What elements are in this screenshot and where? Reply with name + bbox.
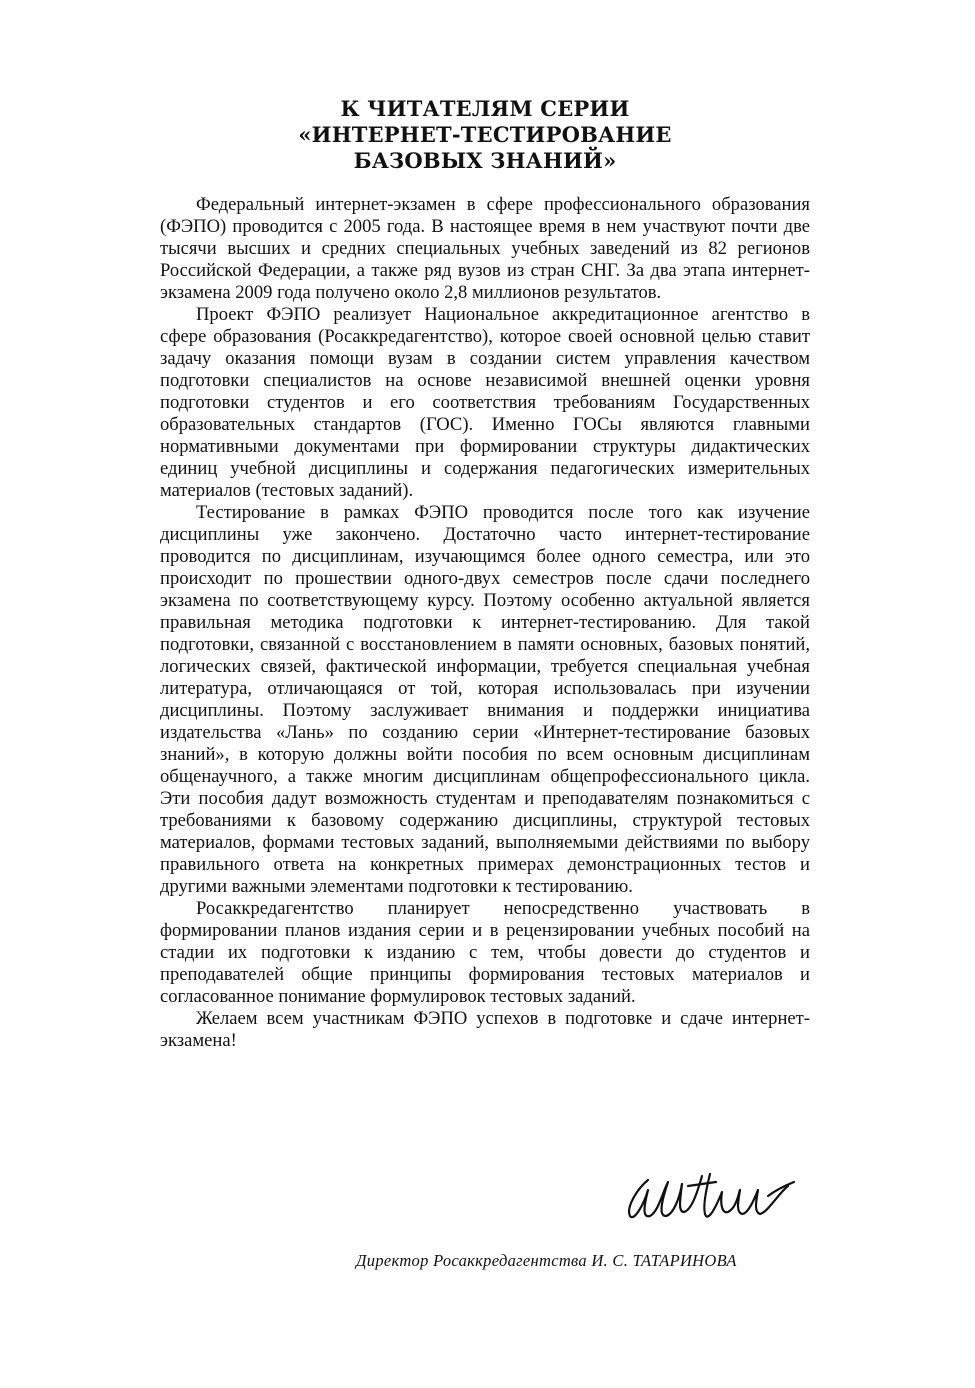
signer-line: Директор Росаккредагентства И. С. ТАТАРИНОВА <box>356 1251 737 1270</box>
page-title <box>160 96 810 174</box>
document-page <box>160 96 810 1052</box>
title-line-3: БАЗОВЫХ ЗНАНИЙ» <box>353 148 617 173</box>
title-line-2: «ИНТЕРНЕТ-ТЕСТИРОВАНИЕ <box>298 122 672 147</box>
paragraph-5: Желаем всем участникам ФЭПО успехов в подготовке и сдаче интернет-экзамена! <box>160 1008 810 1051</box>
paragraph-4: Росаккредагентство планирует непосредственно участвовать в формировании планов издания серии и в рецензировании учебных пособий на стадии их подготовки к изданию с тем, чтобы довести до студентов и преподавателей общие принципы формирования тестовых материалов и согласованное понимание формулировок тестовых заданий. <box>160 898 810 1007</box>
title-line-1: К ЧИТАТЕЛЯМ СЕРИИ <box>340 96 630 121</box>
paragraph-2: Проект ФЭПО реализует Национальное аккредитационное агентство в сфере образования (Росаккредагентство), которое своей основной целью ставит задачу оказания помощи вузам в создании систем управления качеством подготовки специалистов на основе независимой внешней оценки уровня подготовки студентов и его соответствия требованиям Государственных образовательных стандартов (ГОС). Именно ГОСы являются главными нормативными документами при формировании структуры дидактических единиц учебной дисциплины и содержания педагогических измерительных материалов (тестовых заданий). <box>160 304 810 501</box>
paragraph-1: Федеральный интернет-экзамен в сфере профессионального образования (ФЭПО) проводится с 2005 года. В настоящее время в нем участвуют почти две тысячи высших и средних специальных учебных заведений из 82 регионов Российской Федерации, а также ряд вузов из стран СНГ. За два этапа интернет-экзамена 2009 года получено около 2,8 миллионов результатов. <box>160 194 810 303</box>
paragraph-3: Тестирование в рамках ФЭПО проводится после того как изучение дисциплины уже закончено. Достаточно часто интернет-тестирование проводится по дисциплинам, изучающимся более одного семестра, или это происходит по прошествии одного-двух семестров после сдачи последнего экзамена по соответствующему курсу. Поэтому особенно актуальной является правильная методика подготовки к интернет-тестированию. Для такой подготовки, связанной с восстановлением в памяти основных, базовых понятий, логических связей, фактической информации, требуется специальная учебная литература, отличающаяся от той, которая использовалась при изучении дисциплины. Поэтому заслуживает внимания и поддержки инициатива издательства «Лань» по созданию серии «Интернет-тестирование базовых знаний», в которую должны войти пособия по всем основным дисциплинам общенаучного, а также многим дисциплинам общепрофессионального цикла. Эти пособия дадут возможность студентам и преподавателям познакомиться с требованиями к базовому содержанию дисциплины, структурой тестовых материалов, формами тестовых заданий, выполняемыми действиями по выбору правильного ответа на конкретных примерах демонстрационных тестов и другими важными элементами подготовки к тестированию. <box>160 502 810 897</box>
handwritten-signature-icon <box>618 1160 798 1230</box>
